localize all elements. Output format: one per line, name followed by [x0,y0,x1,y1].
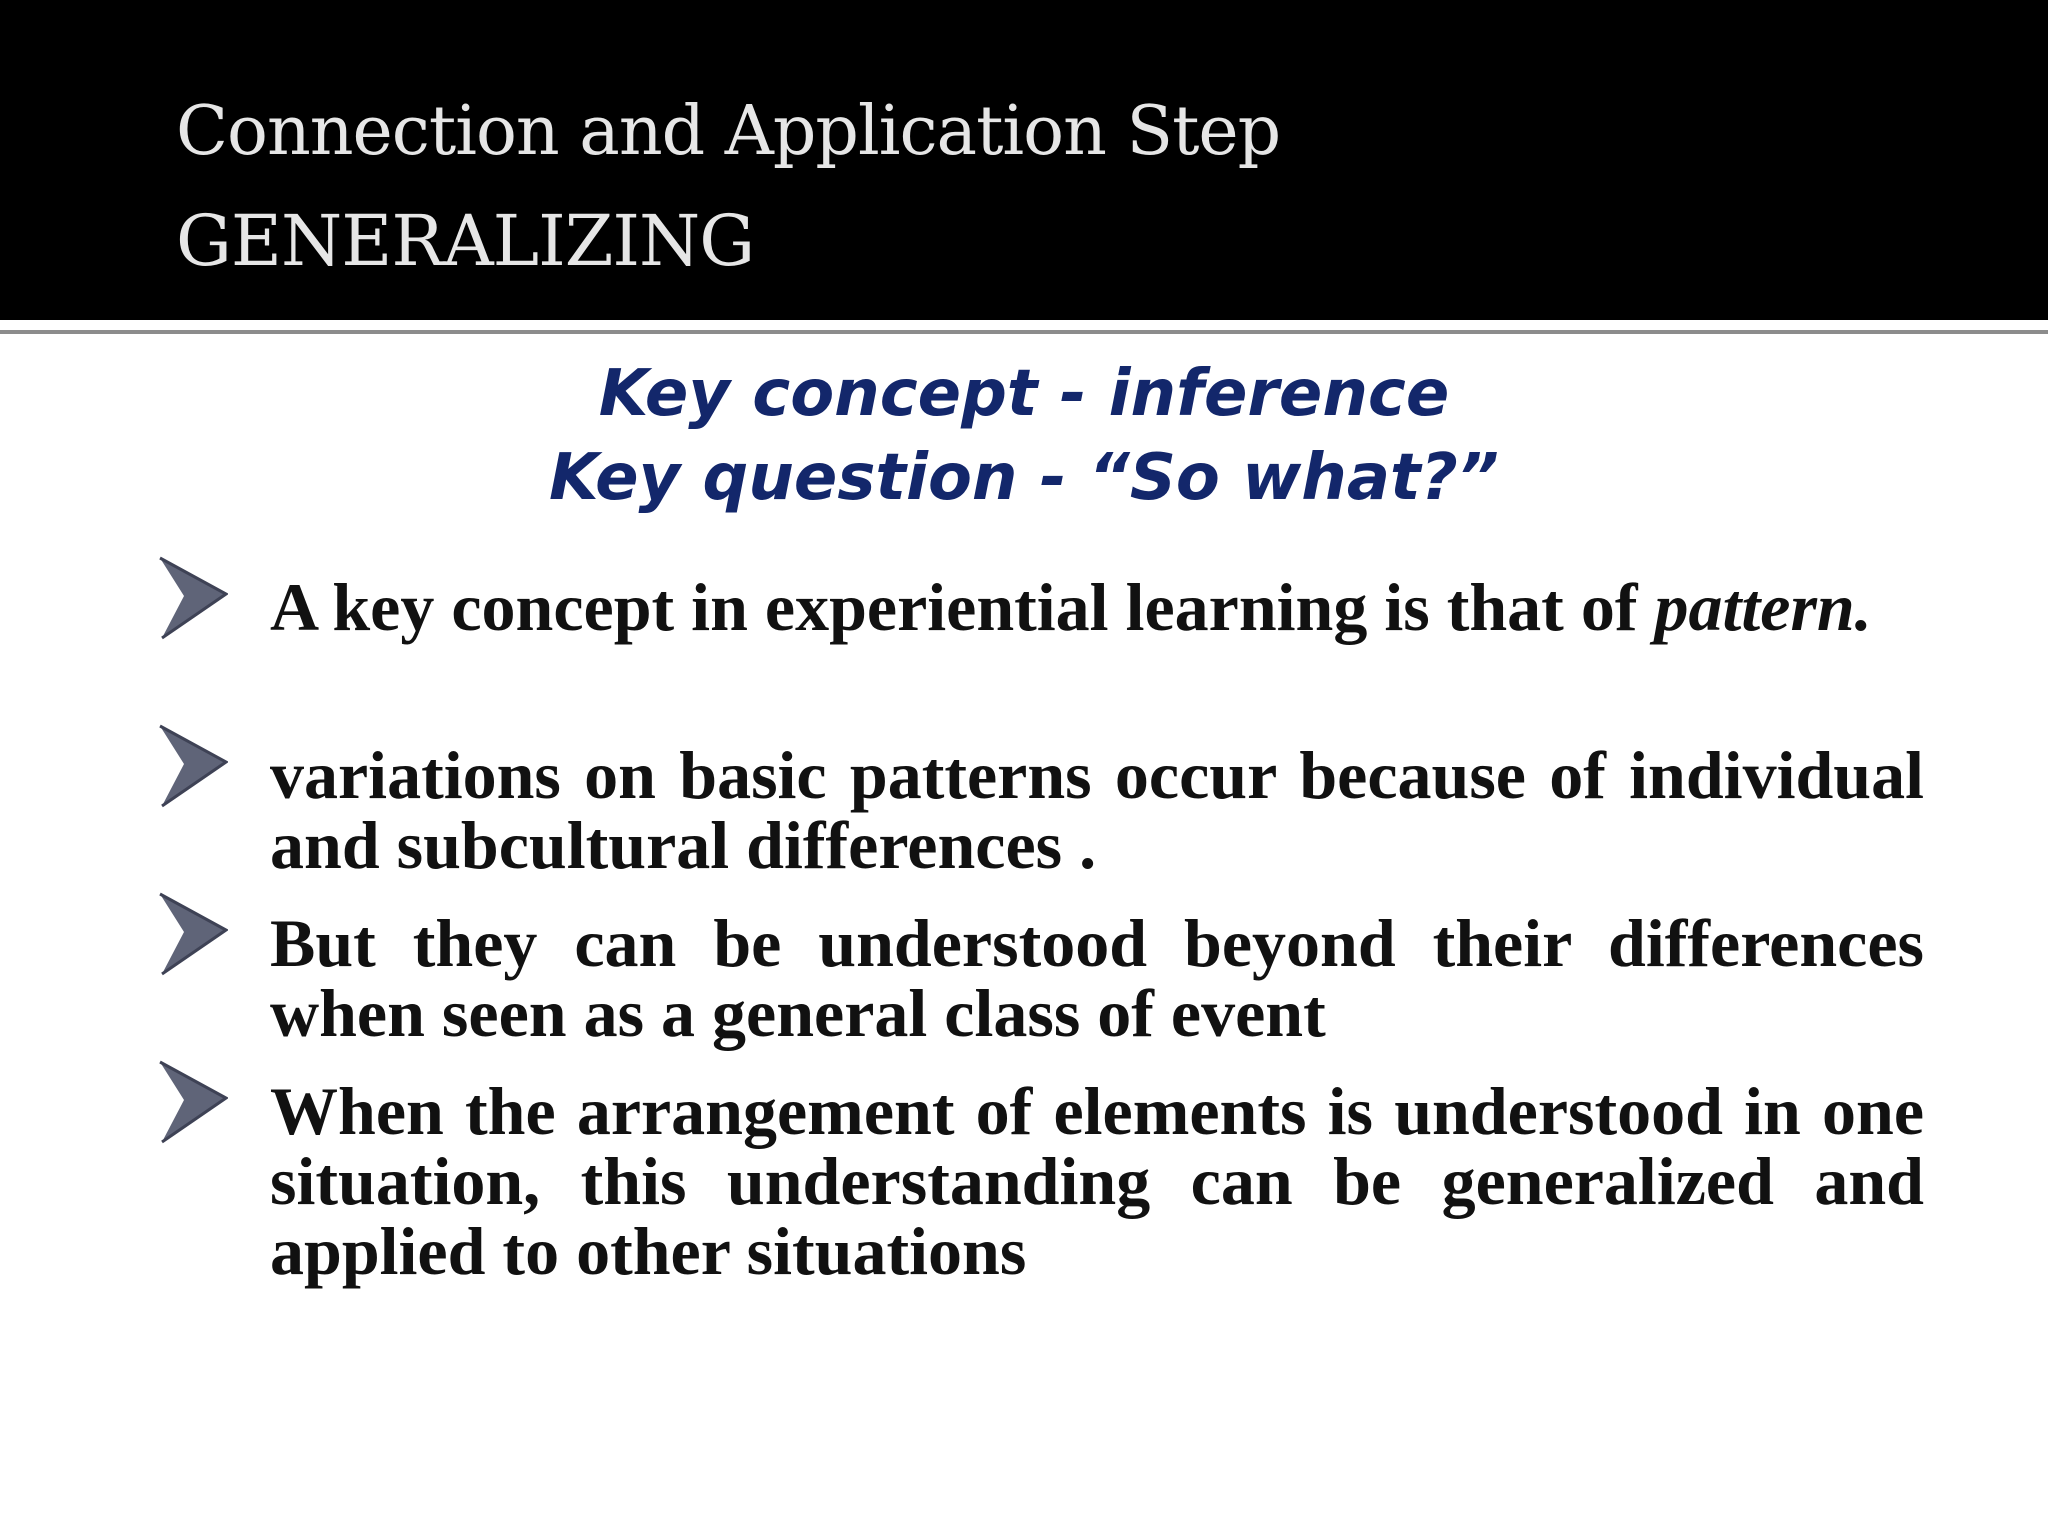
bullet-text [270,569,1924,645]
arrowhead-bullet-icon [156,1060,228,1144]
key-concept: Key concept - inference [598,357,1450,431]
bullet-text-main: A key concept in experiential learning is that of [270,569,1655,645]
arrowhead-bullet-icon [156,556,228,640]
slide-subtitle: GENERALIZING [176,200,755,282]
bullet-text: variations on basic patterns occur because of individual and subcultural differences . [270,737,1924,883]
bullet-text: When the arrangement of elements is understood in one situation, this understanding can be generalized and applied to other situations [270,1073,1924,1289]
slide-title: Connection and Application Step [176,92,1281,171]
bullet-text: But they can be understood beyond their differences when seen as a general class of event [270,905,1924,1051]
key-question: Key question - “So what?” [549,441,1499,515]
arrowhead-bullet-icon [156,724,228,808]
bullet-text-emphasis: pattern. [1654,569,1872,645]
arrowhead-bullet-icon [156,892,228,976]
